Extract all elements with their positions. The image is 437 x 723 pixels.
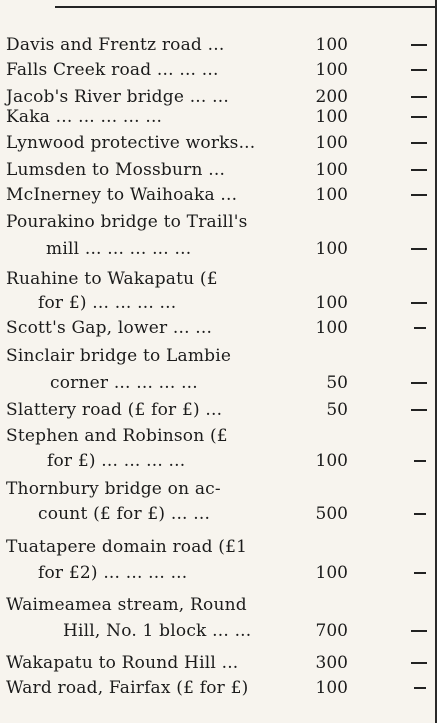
entry-amount: 100 — [315, 563, 348, 583]
ledger-row — [0, 158, 437, 182]
ledger-row — [0, 424, 437, 448]
entry-name: count (£ for £) ... ... — [38, 504, 211, 524]
entry-mark — [411, 630, 427, 632]
entry-amount: 100 — [315, 451, 348, 471]
ledger-row — [0, 58, 437, 82]
entry-name: Lumsden to Mossburn ... — [6, 160, 226, 180]
ledger-row — [0, 131, 437, 155]
entry-amount: 100 — [315, 293, 348, 313]
entry-name: Stephen and Robinson (£ — [6, 426, 228, 446]
ledger-row — [0, 619, 437, 643]
entry-name: Waimeamea stream, Round — [6, 595, 247, 615]
entry-name: Tuatapere domain road (£1 — [6, 537, 248, 557]
ledger-row — [0, 210, 437, 234]
entry-amount: 100 — [315, 160, 348, 180]
entry-amount: 700 — [315, 621, 348, 641]
entry-name: Lynwood protective works... — [6, 133, 256, 153]
entry-mark — [411, 194, 427, 196]
entry-name: Ward road, Fairfax (£ for £) — [6, 678, 249, 698]
ledger-row — [0, 291, 437, 315]
entry-mark — [411, 169, 427, 171]
ledger-row — [0, 316, 437, 340]
entry-amount: 100 — [315, 107, 348, 127]
entry-amount: 100 — [315, 239, 348, 259]
entry-mark — [414, 687, 426, 689]
entry-amount: 50 — [326, 400, 348, 420]
entry-mark — [414, 572, 426, 574]
entry-amount: 100 — [315, 678, 348, 698]
entry-mark — [411, 662, 427, 664]
entry-mark — [411, 96, 427, 98]
entry-name: Sinclair bridge to Lambie — [6, 346, 232, 366]
entry-amount: 100 — [315, 185, 348, 205]
entry-name: McInerney to Waihoaka ... — [6, 185, 238, 205]
entry-amount: 100 — [315, 60, 348, 80]
entry-name: for £) ... ... ... ... — [47, 451, 186, 471]
ledger-row — [0, 676, 437, 700]
entry-amount: 300 — [315, 653, 348, 673]
ledger-row — [0, 398, 437, 422]
entry-mark — [414, 460, 426, 462]
entry-mark — [411, 44, 427, 46]
ledger-row — [0, 477, 437, 501]
ledger-row — [0, 561, 437, 585]
entry-name: Jacob's River bridge ... ... — [6, 87, 229, 107]
ledger-row — [0, 33, 437, 57]
entry-name: Hill, No. 1 block ... ... — [63, 621, 252, 641]
entry-mark — [414, 513, 426, 515]
entry-name: Falls Creek road ... ... ... — [6, 60, 219, 80]
entry-mark — [411, 116, 427, 118]
entry-mark — [411, 248, 427, 250]
entry-name: Slattery road (£ for £) ... — [6, 400, 223, 420]
entry-mark — [411, 409, 427, 411]
entry-name: for £2) ... ... ... ... — [38, 563, 188, 583]
entry-name: Wakapatu to Round Hill ... — [6, 653, 239, 673]
ledger-row — [0, 502, 437, 526]
entry-name: Pourakino bridge to Traill's — [6, 212, 248, 232]
entry-name: Davis and Frentz road ... — [6, 35, 225, 55]
entry-mark — [411, 142, 427, 144]
entry-name: for £) ... ... ... ... — [38, 293, 177, 313]
entry-amount: 100 — [315, 133, 348, 153]
ledger-row — [0, 371, 437, 395]
entry-name: mill ... ... ... ... ... — [46, 239, 192, 259]
entry-name: Thornbury bridge on ac- — [6, 479, 221, 499]
entry-mark — [411, 382, 427, 384]
entry-mark — [414, 327, 426, 329]
entry-name: Ruahine to Wakapatu (£ — [6, 269, 218, 289]
ledger-row — [0, 344, 437, 368]
entry-amount: 200 — [315, 87, 348, 107]
entry-name: Kaka ... ... ... ... ... — [6, 107, 163, 127]
entry-amount: 100 — [315, 318, 348, 338]
entry-name: corner ... ... ... ... — [50, 373, 198, 393]
ledger-row — [0, 651, 437, 675]
ledger-row — [0, 183, 437, 207]
ledger-row — [0, 267, 437, 291]
entry-mark — [411, 69, 427, 71]
entry-name: Scott's Gap, lower ... ... — [6, 318, 213, 338]
ledger-row — [0, 593, 437, 617]
entry-mark — [411, 302, 427, 304]
ledger-row — [0, 535, 437, 559]
entry-amount: 50 — [326, 373, 348, 393]
ledger-row — [0, 449, 437, 473]
entry-amount: 100 — [315, 35, 348, 55]
ledger-row — [0, 237, 437, 261]
ledger-row — [0, 105, 437, 129]
entry-amount: 500 — [315, 504, 348, 524]
